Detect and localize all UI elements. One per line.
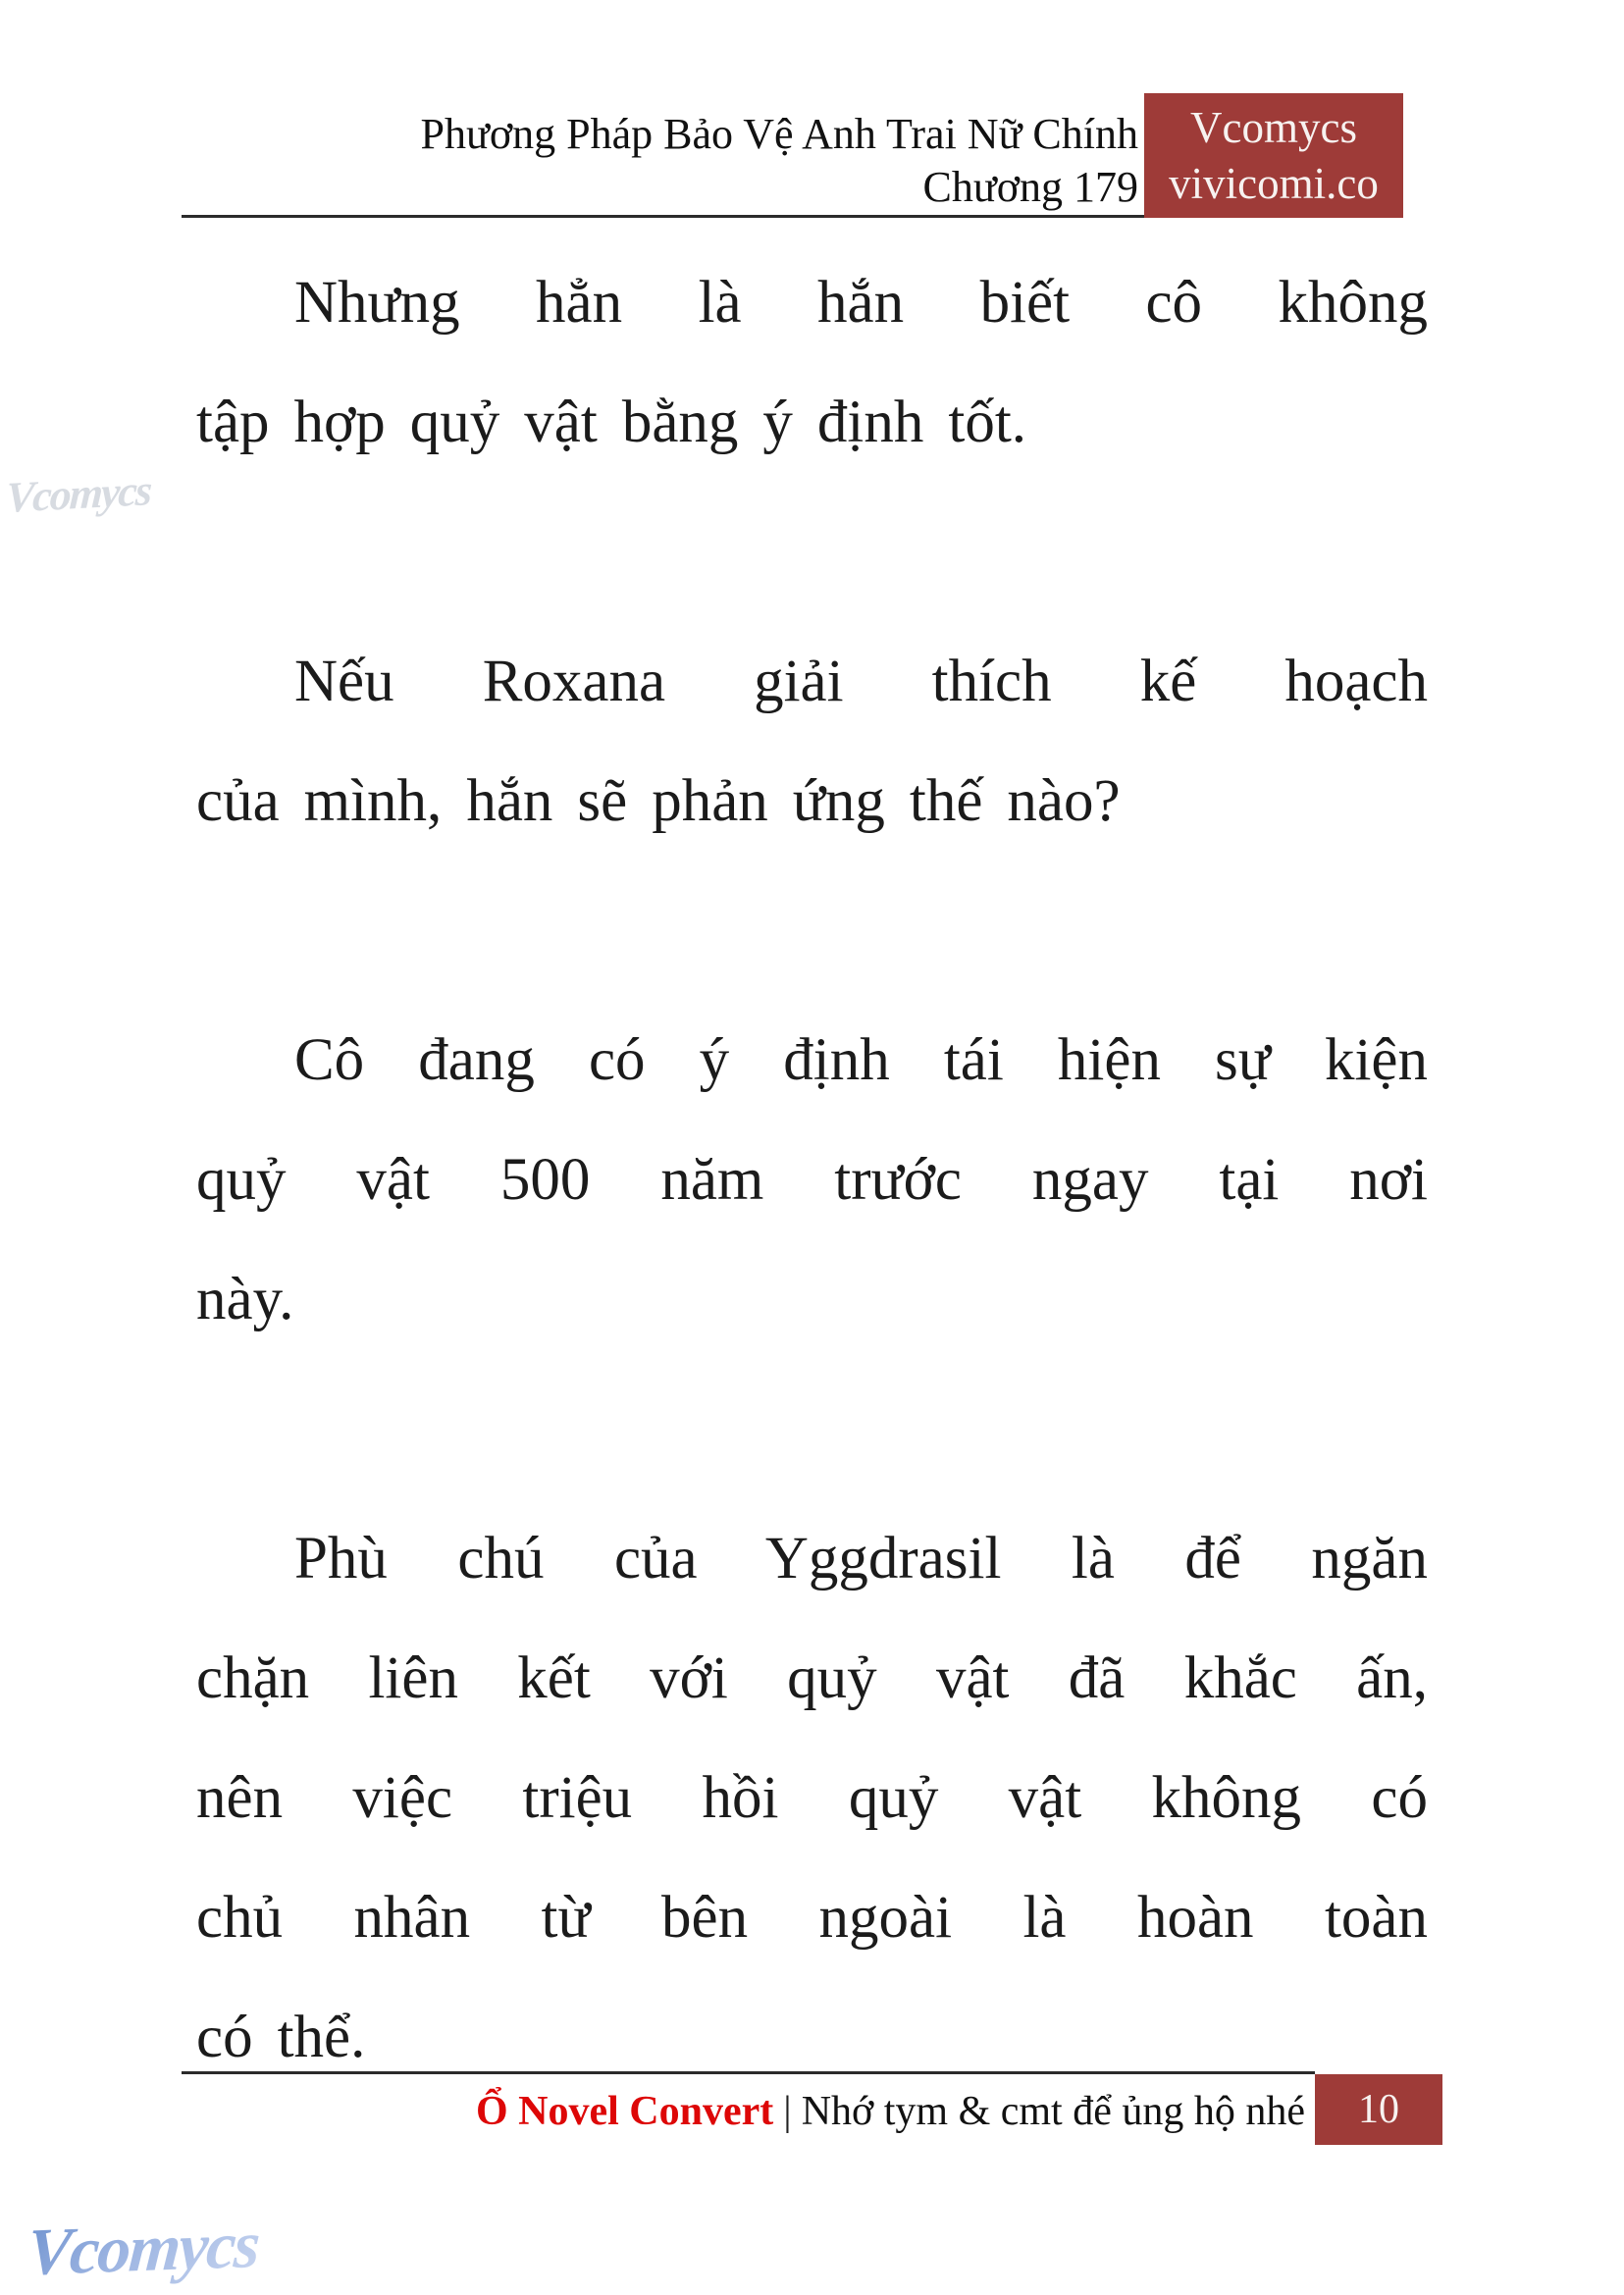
text-line: này. (196, 1267, 294, 1332)
footer-note: Nhớ tym & cmt để ủng hộ nhé (801, 2089, 1305, 2134)
text-line: Cô đang có ý định tái hiện sự kiện (294, 1027, 1428, 1093)
paragraph (196, 1499, 1428, 2098)
text-line: có thể. (196, 2005, 366, 2070)
body-text (196, 243, 1428, 2237)
vcomycs-side-watermark: Vcomycs (4, 466, 152, 522)
text-line: tập hợp quỷ vật bằng ý định tốt. (196, 390, 1027, 455)
text-line: nên việc triệu hồi quỷ vật không có (196, 1765, 1428, 1831)
book-title: Phương Pháp Bảo Vệ Anh Trai Nữ Chính (420, 110, 1138, 158)
text-line: Phù chú của Yggdrasil là để ngăn (294, 1526, 1428, 1591)
page-footer (476, 2086, 1305, 2137)
footer-divider (182, 2071, 1315, 2074)
chapter-label: Chương 179 (922, 163, 1138, 211)
text-line: quỷ vật 500 năm trước ngay tại nơi (196, 1147, 1428, 1213)
page-number: 10 (1358, 2087, 1399, 2132)
paragraph (196, 243, 1428, 483)
text-line: chủ nhân từ bên ngoài là hoàn toàn (196, 1885, 1428, 1951)
text-line: Nếu Roxana giải thích kế hoạch (294, 649, 1428, 714)
footer-separator: | (783, 2089, 792, 2134)
paragraph (196, 1001, 1428, 1360)
page-number-box (1315, 2074, 1442, 2145)
header-divider (182, 215, 1145, 218)
text-line: Nhưng hẳn là hắn biết cô không (294, 270, 1428, 336)
brand-name: Vcomycs (1190, 102, 1357, 152)
brand-box (1144, 93, 1403, 218)
paragraph (196, 622, 1428, 861)
page-header (182, 108, 1138, 214)
footer-brand: Ổ Novel Convert (475, 2089, 774, 2134)
text-line: chặn liên kết với quỷ vật đã khắc ấn, (196, 1645, 1428, 1711)
text-line: của mình, hắn sẽ phản ứng thế nào? (196, 768, 1121, 834)
vcomycs-logo: Vcomycs (25, 2206, 261, 2291)
brand-site: vivicomi.co (1169, 158, 1379, 208)
